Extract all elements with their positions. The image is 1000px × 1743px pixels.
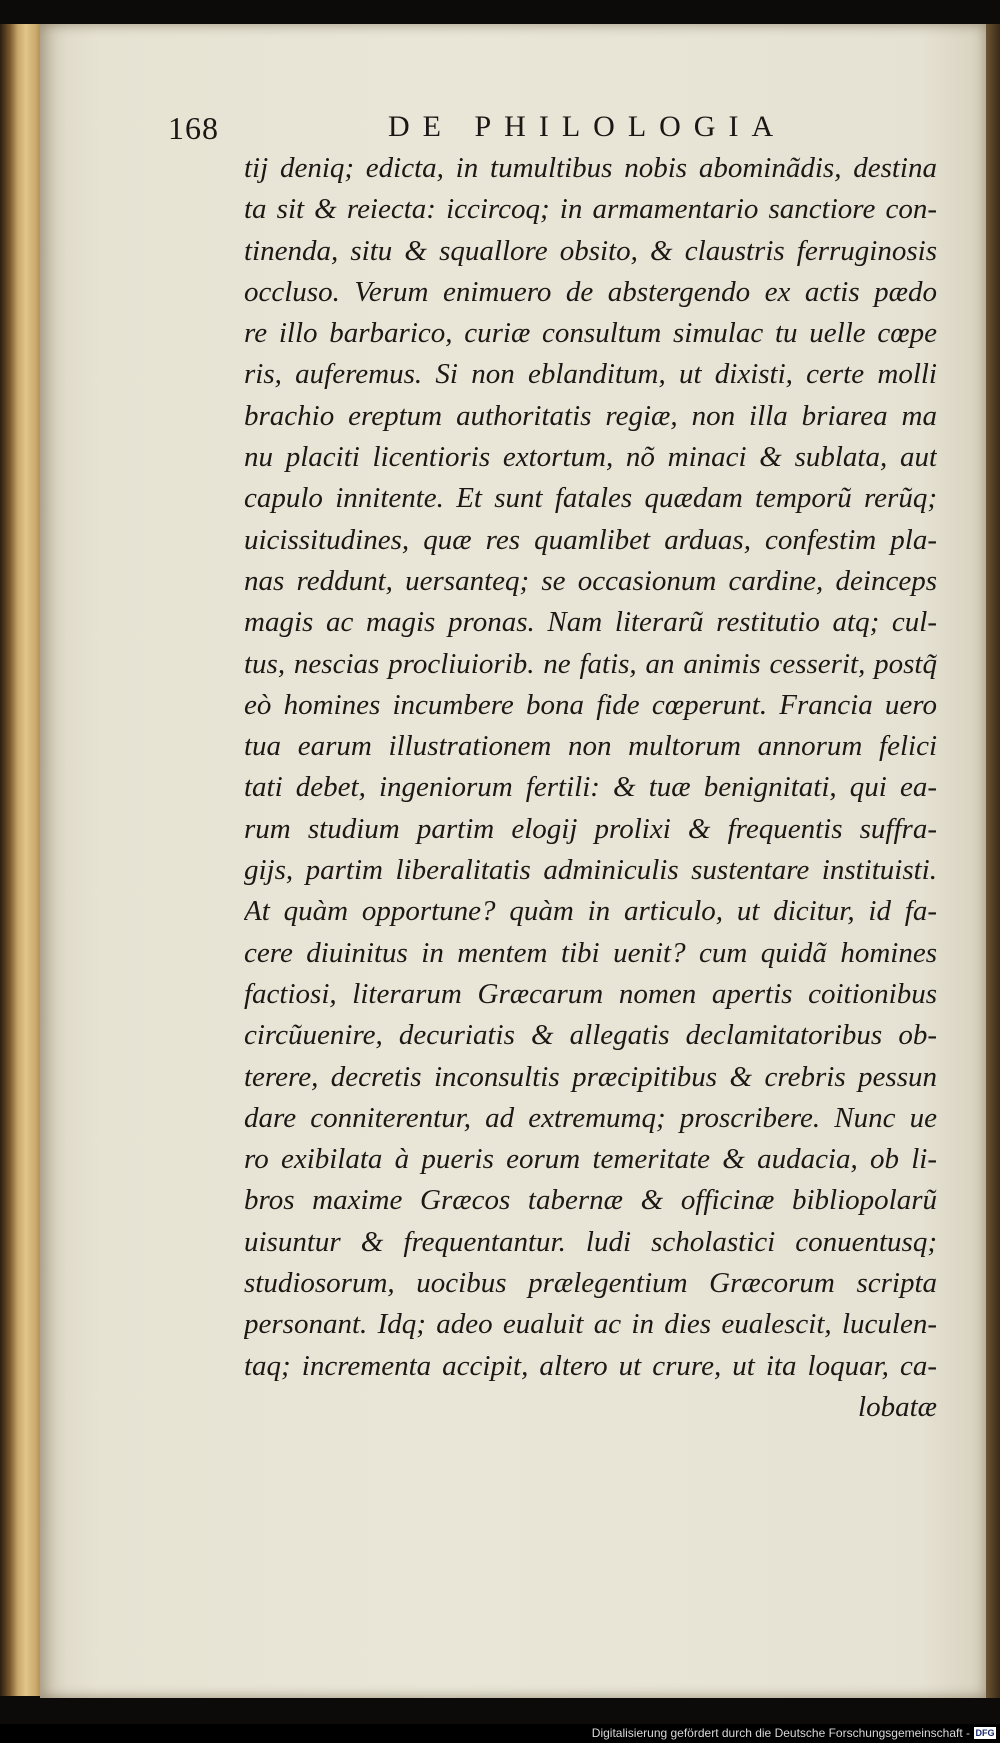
text-line: personant. Idq; adeo eualuit ac in dies eualescit, luculen- [244, 1308, 937, 1341]
digitization-credit: Digitalisierung gefördert durch die Deutsche Forschungsgemeinschaft - [591, 1726, 970, 1740]
text-line: ro exibilata à pueris eorum temeritate & audacia, ob li- [244, 1143, 937, 1176]
text-line: gijs, partim liberalitatis adminiculis sustentare instituisti. [244, 854, 937, 887]
text-line: cere diuinitus in mentem tibi uenit? cum quidã homines [244, 936, 937, 969]
text-line: bros maxime Græcos tabernæ & officinæ bibliopolarũ [244, 1184, 937, 1217]
text-line: brachio ereptum authoritatis regiæ, non illa briarea ma [244, 399, 937, 432]
text-line: rum studium partim elogij prolixi & frequentis suffra- [244, 812, 937, 845]
text-line: capulo innitente. Et sunt fatales quædam temporũ rerũq; [244, 482, 937, 515]
running-head [168, 110, 824, 150]
text-line: eò homines incumbere bona fide cœperunt. Francia uero [244, 688, 937, 721]
text-line: tati debet, ingeniorum fertili: & tuæ benignitati, qui ea- [244, 771, 937, 804]
text-line: tij deniq; edicta, in tumultibus nobis abominãdis, destina [244, 152, 937, 184]
text-line: At quàm opportune? quàm in articulo, ut dicitur, id fa- [244, 895, 937, 928]
text-line: tua earum illustrationem non multorum annorum felici [244, 730, 937, 763]
text-line: ta sit & reiecta: iccircoq; in armamentario sanctiore con- [244, 193, 937, 226]
footer-bar [0, 1724, 1000, 1743]
running-title: DE PHILOLOGIA [388, 110, 787, 143]
text-line: nas reddunt, uersanteq; se occasionum cardine, deinceps [244, 564, 937, 597]
text-line: magis ac magis pronas. Nam literarũ restitutio atq; cul- [244, 606, 937, 639]
text-line: terere, decretis inconsultis præcipitibus & crebris pessun [244, 1060, 937, 1093]
text-line: re illo barbarico, curiæ consultum simulac tu uelle cœpe [244, 317, 937, 350]
dfg-logo: DFG [975, 1728, 995, 1738]
text-line: taq; incrementa accipit, altero ut crure, ut ita loquar, ca- [244, 1349, 937, 1382]
book-spine-shadow [986, 24, 1000, 1698]
text-line: uicissitudines, quæ res quamlibet arduas, confestim pla- [244, 523, 937, 556]
text-line: lobatæ [858, 1390, 937, 1423]
body-text [244, 148, 937, 1428]
text-line: factiosi, literarum Græcarum nomen apertis coitionibus [244, 977, 937, 1010]
text-line: dare conniterentur, ad extremumq; proscribere. Nunc ue [244, 1101, 937, 1134]
text-line: uisuntur & frequentantur. ludi scholastici conuentusq; [244, 1225, 937, 1258]
text-line: occluso. Verum enimuero de abstergendo ex actis pædo [244, 275, 937, 308]
page-number: 168 [168, 110, 219, 146]
text-line: tinenda, situ & squallore obsito, & claustris ferruginosis [244, 234, 937, 267]
text-line: ris, auferemus. Si non eblanditum, ut dixisti, certe molli [244, 358, 937, 391]
text-line: tus, nescias procliuiorib. ne fatis, an animis cesserit, postq̃ [244, 647, 937, 680]
text-line: nu placiti licentioris extortum, nõ minaci & sublata, aut [244, 441, 937, 474]
text-line: studiosorum, uocibus prælegentium Græcorum scripta [244, 1267, 937, 1300]
book-page-edges [0, 24, 44, 1696]
text-line: circũuenire, decuriatis & allegatis declamitatoribus ob- [244, 1019, 937, 1052]
